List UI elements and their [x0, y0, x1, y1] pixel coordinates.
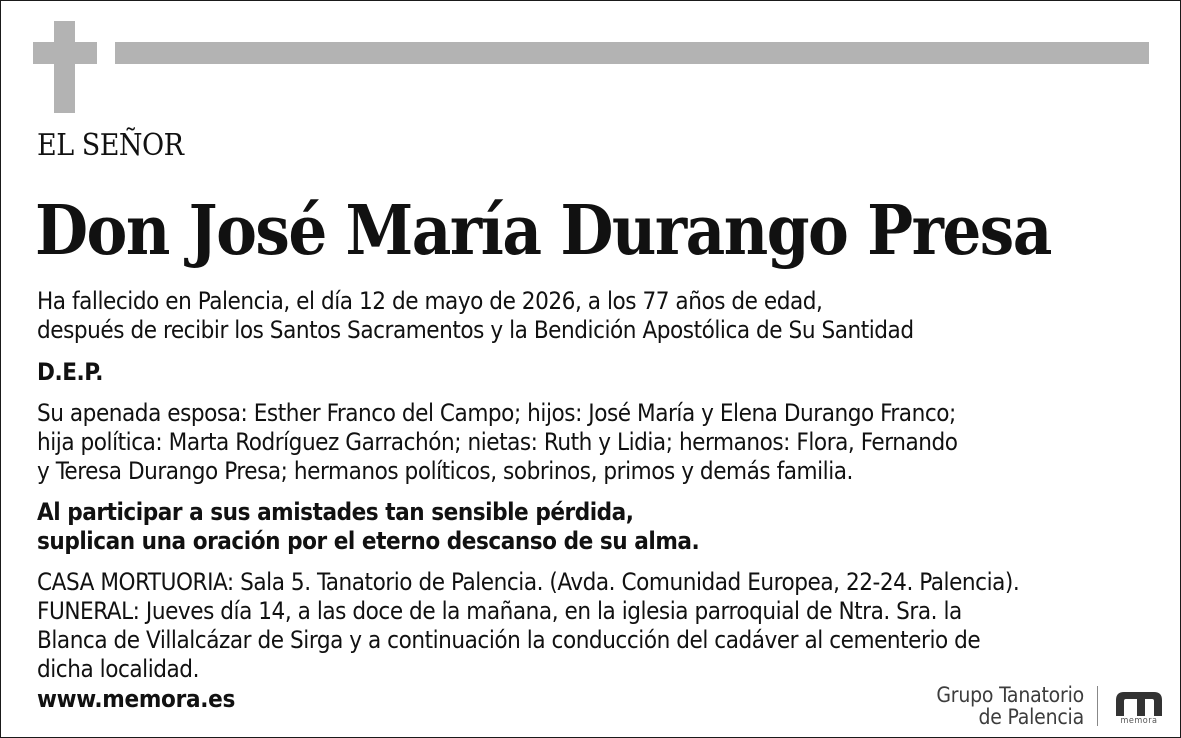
- details-line: dicha localidad.: [37, 655, 199, 683]
- family-line: Su apenada esposa: Esther Franco del Campo; hijos: José María y Elena Durango Franco;: [37, 399, 956, 427]
- brand-name: [936, 684, 1084, 728]
- cross-vertical-bar: [54, 21, 75, 113]
- announcement-line: Ha fallecido en Palencia, el día 12 de mayo de 2026, a los 77 años de edad,: [37, 287, 823, 315]
- family-line: hija política: Marta Rodríguez Garrachón; nietas: Ruth y Lidia; hermanos: Flora, Fernando: [37, 428, 958, 456]
- family-line: y Teresa Durango Presa; hermanos políticos, sobrinos, primos y demás familia.: [37, 457, 853, 485]
- title-kicker: EL SEÑOR: [37, 128, 184, 163]
- dep-label: D.E.P.: [37, 358, 104, 386]
- website-link[interactable]: www.memora.es: [37, 685, 236, 713]
- announcement-line: después de recibir los Santos Sacramentos y la Bendición Apostólica de Su Santidad: [37, 316, 914, 344]
- logo-wordmark: memora: [1120, 716, 1158, 726]
- deceased-name: Don José María Durango Presa: [35, 191, 1051, 271]
- brand-line: de Palencia: [978, 705, 1084, 729]
- prayer-line: Al participar a sus amistades tan sensible pérdida,: [37, 498, 634, 526]
- details-line: FUNERAL: Jueves día 14, a las doce de la mañana, en la iglesia parroquial de Ntra. Sra. la: [37, 597, 962, 625]
- cross-horizontal-bar: [33, 42, 97, 64]
- details-line: Blanca de Villalcázar de Sirga y a continuación la conducción del cadáver al cementerio de: [37, 626, 981, 654]
- details-line: CASA MORTUORIA: Sala 5. Tanatorio de Palencia. (Avda. Comunidad Europea, 22-24. Palencia).: [37, 568, 1020, 596]
- prayer-line: suplican una oración por el eterno descanso de su alma.: [37, 527, 700, 555]
- header-rule: [115, 42, 1149, 64]
- brand-line: Grupo Tanatorio: [936, 683, 1084, 707]
- brand-divider: [1097, 686, 1098, 726]
